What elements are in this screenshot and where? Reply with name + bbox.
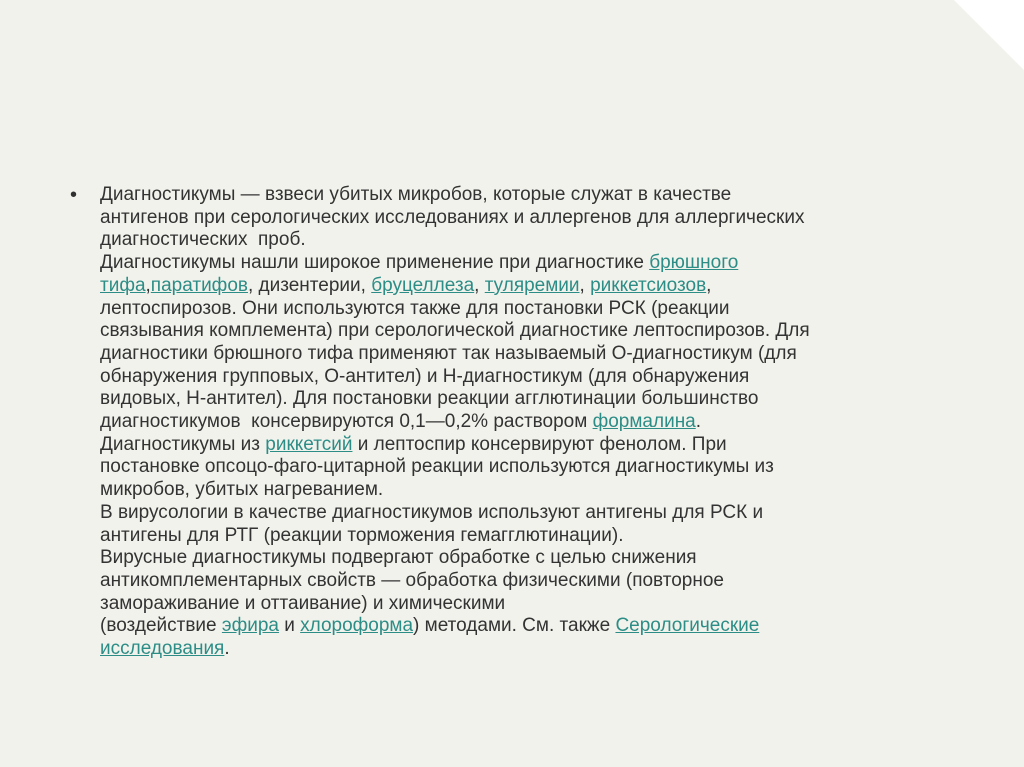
link-hloroforma[interactable]: хлороформа xyxy=(300,615,414,637)
link-formalina[interactable]: формалина xyxy=(592,411,696,433)
link-rikketsiozov[interactable]: риккетсиозов xyxy=(590,274,707,296)
bullet-item xyxy=(70,184,950,661)
link-tifa[interactable]: тифа xyxy=(100,274,146,296)
bullet-text: Диагностикумы — взвеси убитых микробов, которые служат в качестве антигенов при серологических исследованиях и аллергенов для аллергических диагностических проб. Диагностикумы нашли широкое применение при диагностике брюшного тифа,паратифов, дизентерии, бруцеллеза, туляремии, риккетсиозов, лептоспирозов. Они используются также для постановки РСК (реакции связывания комплемента) при серологической диагностике лептоспирозов. Для диагностики брюшного тифа применяют так называемый О-диагностикум (для обнаружения групповых, О-антител) и Н-диагностикум (для обнаружения видовых, Н-антител). Для постановки реакции агглютинации большинство диагностикумов консервируются 0,1—0,2% раствором формалина. Диагностикумы из риккетсий и лептоспир консервируют фенолом. При постановке опсоцо-фаго-цитарной реакции используются диагностикумы из микробов, убитых нагреванием. В вирусологии в качестве диагностикумов используют антигены для РСК и антигены для РТГ (реакции торможения гемагглютинации). Вирусные диагностикумы подвергают обработке с целью снижения антикомплементарных свойств — обработка физическими (повторное замораживание и оттаивание) и химическими (воздействие эфира и хлороформа) методами. См. также Серологические исследования. xyxy=(100,184,810,660)
link-bryushnogo[interactable]: брюшного xyxy=(649,252,739,274)
bullet-dot: • xyxy=(70,184,78,206)
link-rikketsiy[interactable]: риккетсий xyxy=(265,433,353,455)
link-issledovaniya[interactable]: исследования xyxy=(100,638,225,660)
link-paratifov[interactable]: паратифов xyxy=(150,274,248,296)
link-serologicheskie[interactable]: Серологические xyxy=(615,615,760,637)
link-tulyaremii[interactable]: туляремии xyxy=(484,274,580,296)
page-corner xyxy=(954,0,1024,70)
link-brucelleza[interactable]: бруцеллеза xyxy=(371,274,475,296)
link-efira[interactable]: эфира xyxy=(221,615,279,637)
